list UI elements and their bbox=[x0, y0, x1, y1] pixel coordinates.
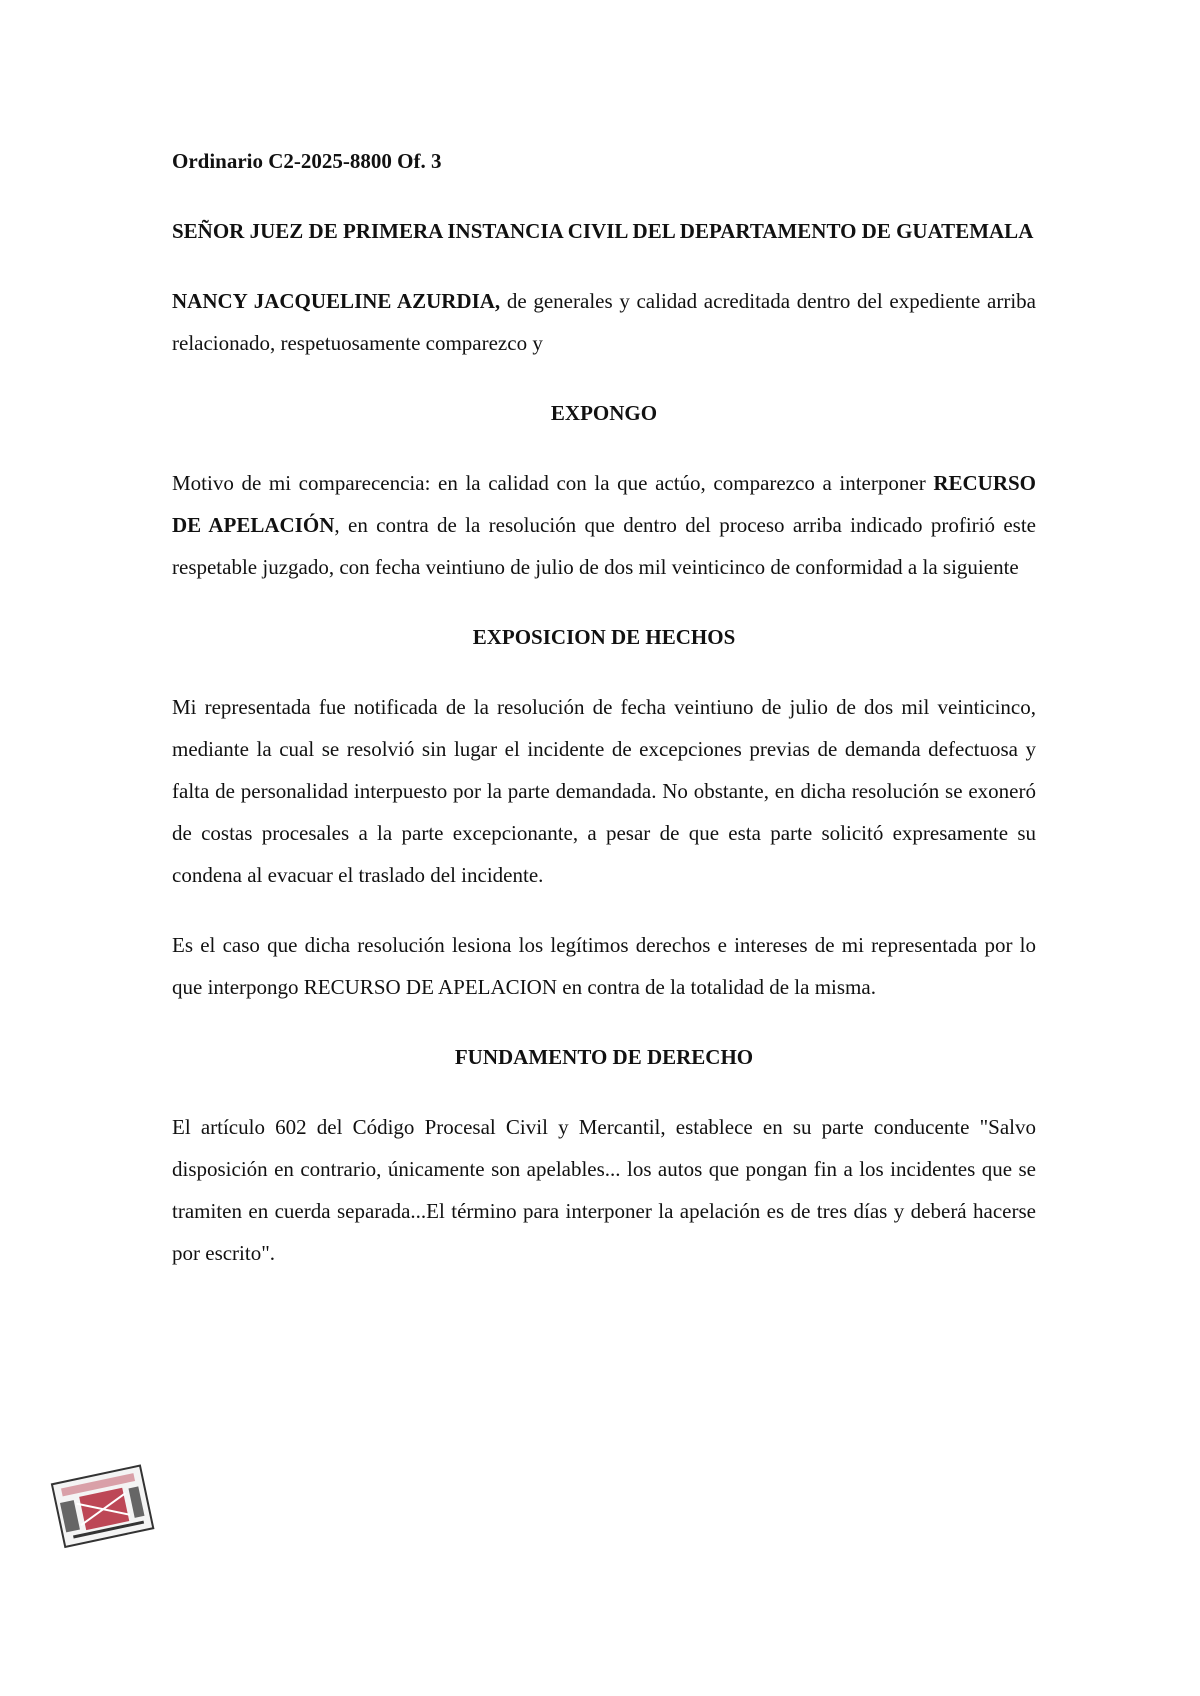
intro-paragraph bbox=[172, 280, 1036, 364]
hechos-paragraph-2: Es el caso que dicha resolución lesiona los legítimos derechos e intereses de mi representada por lo que interpongo RECURSO DE APELACION en contra de la totalidad de la misma. bbox=[172, 933, 1036, 999]
document-body bbox=[172, 140, 1036, 1302]
motivo-paragraph bbox=[172, 462, 1036, 588]
case-number: Ordinario C2-2025-8800 Of. 3 bbox=[172, 149, 442, 173]
seal-stamp-icon bbox=[48, 1462, 160, 1554]
hechos-paragraph-1: Mi representada fue notificada de la resolución de fecha veintiuno de julio de dos mil veinticinco, mediante la cual se resolvió sin lugar el incidente de excepciones previas de demanda defectuosa y falta de personalidad interpuesto por la parte demandada. No obstante, en dicha resolución se exoneró de costas procesales a la parte excepcionante, a pesar de que esta parte solicitó expresamente su condena al evacuar el traslado del incidente. bbox=[172, 695, 1036, 887]
motivo-before: Motivo de mi comparecencia: en la calidad con la que actúo, comparezco a interponer bbox=[172, 471, 934, 495]
heading-hechos: EXPOSICION DE HECHOS bbox=[472, 625, 736, 649]
applicant-name: NANCY JACQUELINE AZURDIA, bbox=[172, 289, 501, 313]
heading-expongo: EXPONGO bbox=[550, 401, 658, 425]
derecho-paragraph: El artículo 602 del Código Procesal Civil y Mercantil, establece en su parte conducente "Salvo disposición en contrario, únicamente son apelables... los autos que pongan fin a los incidentes que se tramiten en cuerda separada...El término para interponer la apelación es de tres días y deberá hacerse por escrito". bbox=[172, 1115, 1036, 1265]
intro-text: de generales y calidad acreditada dentro del expediente arriba relacionado, respetuosamente comparezco y bbox=[172, 289, 1036, 355]
heading-derecho: FUNDAMENTO DE DERECHO bbox=[454, 1045, 754, 1069]
addressee: SEÑOR JUEZ DE PRIMERA INSTANCIA CIVIL DEL DEPARTAMENTO DE GUATEMALA bbox=[172, 219, 1034, 243]
motivo-after: , en contra de la resolución que dentro del proceso arriba indicado profirió este respetable juzgado, con fecha veintiuno de julio de dos mil veinticinco de conformidad a la siguiente bbox=[172, 513, 1036, 579]
motivo-bold: RECURSO DE APELACIÓN bbox=[172, 471, 1036, 537]
